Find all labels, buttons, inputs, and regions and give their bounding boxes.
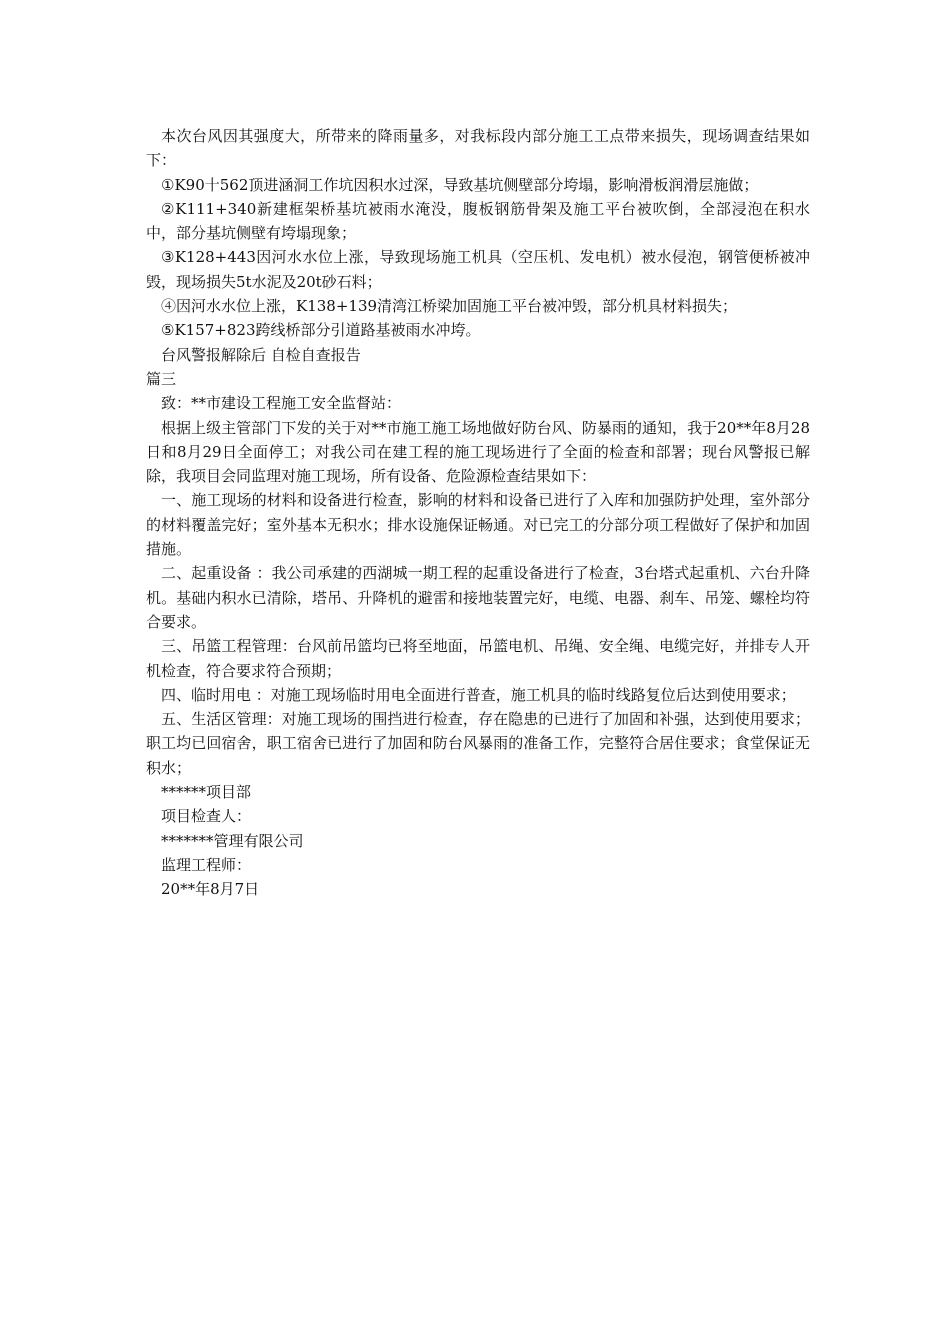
letter-body: 根据上级主管部门下发的关于对**市施工施工场地做好防台风、防暴雨的通知，我于20**年8月28日和8月29日全面停工；对我公司在建工程的施工现场进行了全面的检查和部署；现台风警报已解除，我项目会同监理对施工现场，所有设备、危险源检查结果如下： xyxy=(146,418,810,486)
letter-addressee: 致：**市建设工程施工安全监督站： xyxy=(161,394,402,413)
check-item-1: 一、施工现场的材料和设备进行检查，影响的材料和设备已进行了入库和加强防护处理，室外部分的材料覆盖完好；室外基本无积水；排水设施保证畅通。对已完工的分部分项工程做好了保护和加固措施。 xyxy=(146,491,810,559)
list-item-damage-5: ⑤K157+823跨线桥部分引道路基被雨水冲垮。 xyxy=(161,321,481,340)
list-item-damage-1: ①K90十562顶进涵洞工作坑因积水过深，导致基坑侧壁部分垮塌，影响滑板润滑层施做； xyxy=(161,175,759,194)
signature-supervisor: 监理工程师： xyxy=(161,855,252,874)
signature-company: *******管理有限公司 xyxy=(161,831,304,850)
check-item-4: 四、临时用电 ：对施工现场临时用电全面进行普查，施工机具的临时线路复位后达到使用要求； xyxy=(161,685,796,704)
section-heading: 台风警报解除后 自检自查报告 xyxy=(161,345,361,364)
list-item-damage-4: ④因河水水位上涨，K138+139清湾江桥梁加固施工平台被冲毁，部分机具材料损失； xyxy=(161,297,738,316)
list-item-damage-2: ②K111+340新建框架桥基坑被雨水淹没，腹板钢筋骨架及施工平台被吹倒，全部浸泡在积水中，部分基坑侧壁有垮塌现象； xyxy=(146,199,810,243)
check-item-5: 五、生活区管理：对施工现场的围挡进行检查，存在隐患的已进行了加固和补强，达到使用要求；职工均已回宿舍，职工宿舍已进行了加固和防台风暴雨的准备工作，完整符合居住要求；食堂保证无积水； xyxy=(146,710,810,777)
paragraph-intro: 本次台风因其强度大，所带来的降雨量多，对我标段内部分施工工点带来损失，现场调查结果如下： xyxy=(146,127,810,170)
check-item-2: 二、起重设备 ：我公司承建的西湖城一期工程的起重设备进行了检查，3台塔式起重机、六台升降机。基础内积水已清除，塔吊、升降机的避雷和接地装置完好，电缆、电器、刹车、吊笼、螺栓均符合要求。 xyxy=(146,564,810,631)
document-date: 20**年8月7日 xyxy=(161,880,260,899)
list-item-damage-3: ③K128+443因河水水位上涨，导致现场施工机具（空压机、发电机）被水侵泡，钢管便桥被冲毁，现场损失5t水泥及20t砂石料； xyxy=(146,248,810,291)
signature-inspector: 项目检查人： xyxy=(161,807,252,826)
signature-department: ******项目部 xyxy=(161,783,252,802)
check-item-3: 三、吊篮工程管理：台风前吊篮均已将至地面，吊篮电机、吊绳、安全绳、电缆完好，并排专人开机检查，符合要求符合预期； xyxy=(146,637,810,680)
section-label: 篇三 xyxy=(146,369,177,388)
document-body xyxy=(146,124,810,902)
